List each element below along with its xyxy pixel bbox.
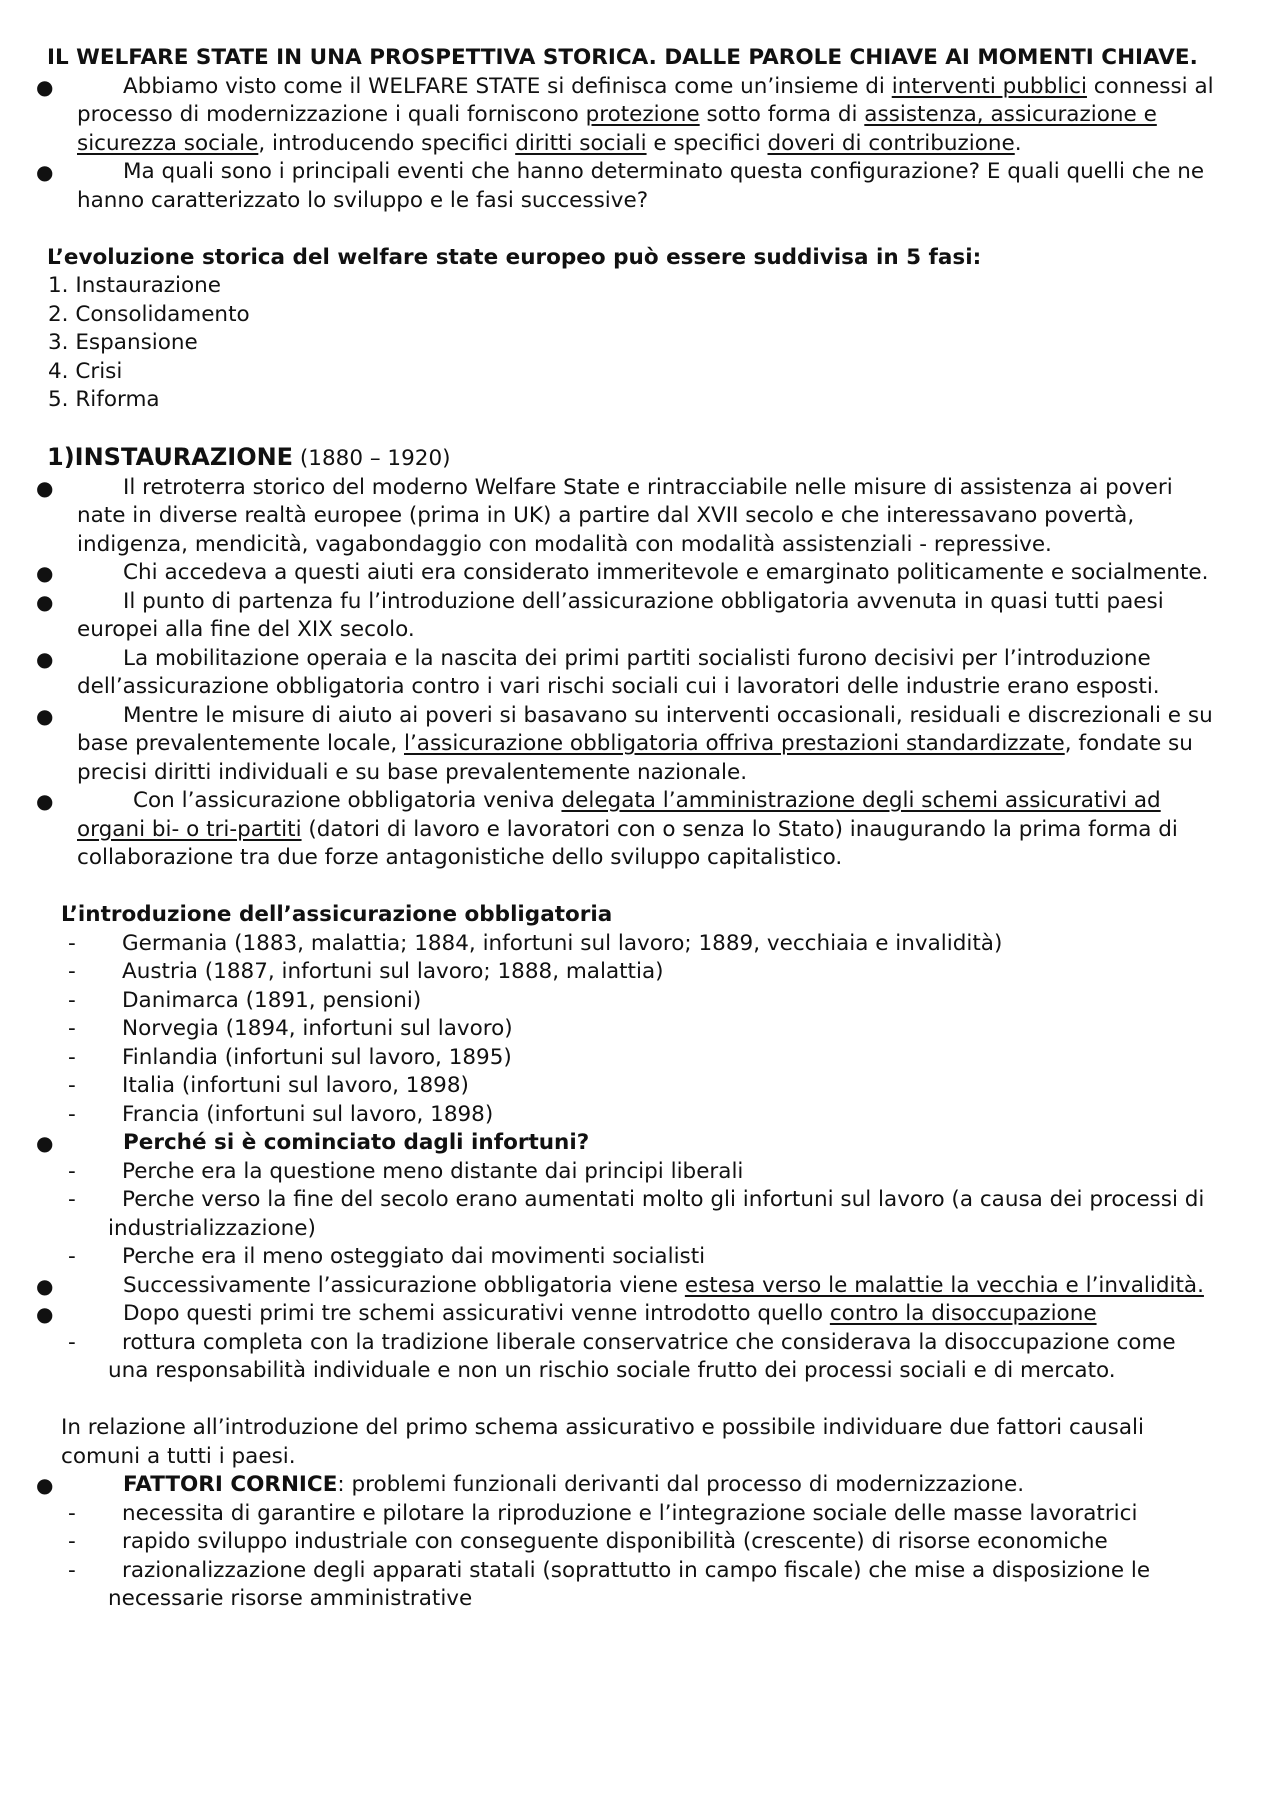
- reason-item: - Perche era la questione meno distante dai principi liberali: [68, 1158, 744, 1184]
- instaurazione-bullet: ● La mobilitazione operaia e la nascita dei primi partiti socialisti furono decisivi per l’introduzione dell’assicurazione obbligatoria contro i vari rischi sociali cui i lavoratori delle industrie erano esposti.: [36, 645, 1160, 699]
- instaurazione-list: [34, 474, 1220, 873]
- document-title: IL WELFARE STATE IN UNA PROSPETTIVA STORICA. DALLE PAROLE CHIAVE AI MOMENTI CHIAVE.: [47, 45, 1198, 70]
- instaurazione-bullet: ● Il punto di partenza fu l’introduzione dell’assicurazione obbligatoria avvenuta in quasi tutti paesi europei alla fine del XIX secolo.: [36, 588, 1164, 642]
- bullet-icon: ●: [36, 1273, 54, 1298]
- bullet-icon: ●: [36, 475, 54, 500]
- bullet-icon: ●: [36, 561, 54, 585]
- bullet-icon: ●: [36, 789, 54, 813]
- country-item: - Finlandia (infortuni sul lavoro, 1895): [68, 1044, 512, 1070]
- reason-item: - Perche verso la fine del secolo erano aumentati molto gli infortuni sul lavoro (a causa dei processi di industrializzazione): [68, 1187, 1205, 1241]
- country-item: - Francia (infortuni sul lavoro, 1898): [68, 1101, 494, 1127]
- bullet-icon: ●: [36, 1131, 54, 1155]
- why-list: [34, 1129, 1220, 1158]
- extension-list: [34, 1272, 1220, 1329]
- country-item: - Italia (infortuni sul lavoro, 1898): [68, 1073, 469, 1098]
- instaurazione-bullet: ● Il retroterra storico del moderno Welfare State e rintracciabile nelle misure di assistenza ai poveri nate in diverse realtà europee (prima in UK) a partire dal XVII secolo e che interessavano povertà, indigenza, mendicità, vagabondaggio con modalità con modalità assistenziali - repressive.: [36, 474, 1173, 557]
- phase-item: 1. Instaurazione: [48, 273, 222, 298]
- fattori-list: [34, 1471, 1220, 1500]
- why-heading: ● Perché si è cominciato dagli infortuni?: [34, 1129, 1220, 1158]
- instaurazione-bullet: ● Con l’assicurazione obbligatoria veniva delegata l’amministrazione degli schemi assicurativi ad organi bi- o tri-partiti (datori di lavoro e lavoratori con o senza lo Stato) inaugurando la prima forma di collaborazione tra due forze antagonistiche dello sviluppo capitalistico.: [36, 788, 1178, 870]
- intro-bullet-question: ● Ma quali sono i principali eventi che hanno determinato questa configurazione? E quali quelli che ne hanno caratterizzato lo sviluppo e le fasi successive?: [36, 159, 1205, 213]
- section-instaurazione-heading: 1)INSTAURAZIONE (1880 – 1920): [47, 443, 451, 471]
- country-item: - Norvegia (1894, infortuni sul lavoro): [68, 1016, 513, 1041]
- bullet-icon: ●: [36, 160, 54, 184]
- disoccupazione-detail-list: [34, 1329, 1220, 1386]
- phases-heading: L’evoluzione storica del welfare state europeo può essere suddivisa in 5 fasi:: [47, 244, 982, 270]
- bullet-icon: ●: [36, 646, 54, 671]
- bullet-icon: ●: [36, 589, 54, 614]
- countries-list: [34, 930, 1220, 1130]
- fattore-item: - razionalizzazione degli apparati statali (soprattutto in campo fiscale) che mise a disposizione le necessarie risorse amministrative: [68, 1557, 1151, 1611]
- phases-list: [34, 272, 1220, 415]
- extension-bullet: ● Successivamente l’assicurazione obbligatoria viene estesa verso le malattie la vecchia e l’invalidità.: [34, 1272, 1220, 1301]
- fattori-intro: In relazione all’introduzione del primo schema assicurativo e possibile individuare due fattori causali comuni a tutti i paesi.: [61, 1415, 1144, 1469]
- bullet-icon: ●: [36, 703, 54, 728]
- reason-item: - Perche era il meno osteggiato dai movimenti socialisti: [68, 1244, 706, 1269]
- phase-item: 3. Espansione: [48, 330, 198, 355]
- reasons-list: [34, 1158, 1220, 1272]
- country-item: - Germania (1883, malattia; 1884, infortuni sul lavoro; 1889, vecchiaia e invalidità): [68, 930, 1003, 956]
- intro-bullet-definition: ● Abbiamo visto come il WELFARE STATE si definisca come un’insieme di interventi pubblici connessi al processo di modernizzazione i quali forniscono protezione sotto forma di assistenza, assicurazione e sicurezza sociale, introducendo specifici diritti sociali e specifici doveri di contribuzione.: [36, 73, 1214, 156]
- country-item: - Danimarca (1891, pensioni): [68, 987, 422, 1013]
- fattore-item: - necessita di garantire e pilotare la riproduzione e l’integrazione sociale delle masse lavoratrici: [68, 1500, 1138, 1526]
- fattori-cornice-bullet: ● FATTORI CORNICE: problemi funzionali derivanti dal processo di modernizzazione.: [34, 1471, 1220, 1500]
- phase-item: 2. Consolidamento: [48, 301, 250, 327]
- disoccupazione-detail: - rottura completa con la tradizione liberale conservatrice che considerava la disoccupazione come una responsabilità individuale e non un rischio sociale frutto dei processi sociali e di mercato.: [68, 1329, 1176, 1383]
- instaurazione-bullet: ● Chi accedeva a questi aiuti era considerato immeritevole e emarginato politicamente e socialmente.: [34, 559, 1220, 588]
- phase-item: 5. Riforma: [48, 387, 160, 412]
- bullet-icon: ●: [36, 1302, 54, 1326]
- phase-item: 4. Crisi: [48, 358, 123, 384]
- bullet-icon: ●: [36, 1473, 54, 1497]
- introduzione-heading: L’introduzione dell’assicurazione obbligatoria: [61, 902, 613, 927]
- country-item: - Austria (1887, infortuni sul lavoro; 1888, malattia): [68, 959, 664, 984]
- instaurazione-bullet: ● Mentre le misure di aiuto ai poveri si basavano su interventi occasionali, residuali e discrezionali e su base prevalentemente locale, l’assicurazione obbligatoria offriva prestazioni standardizzate, fondate su precisi diritti individuali e su base prevalentemente nazionale.: [36, 702, 1213, 785]
- intro-list: [34, 73, 1220, 216]
- disoccupazione-bullet: ● Dopo questi primi tre schemi assicurativi venne introdotto quello contro la disoccupazione: [34, 1300, 1220, 1329]
- fattori-items-list: [34, 1500, 1220, 1614]
- fattore-item: - rapido sviluppo industriale con conseguente disponibilità (crescente) di risorse economiche: [68, 1529, 1108, 1554]
- bullet-icon: ●: [36, 74, 54, 99]
